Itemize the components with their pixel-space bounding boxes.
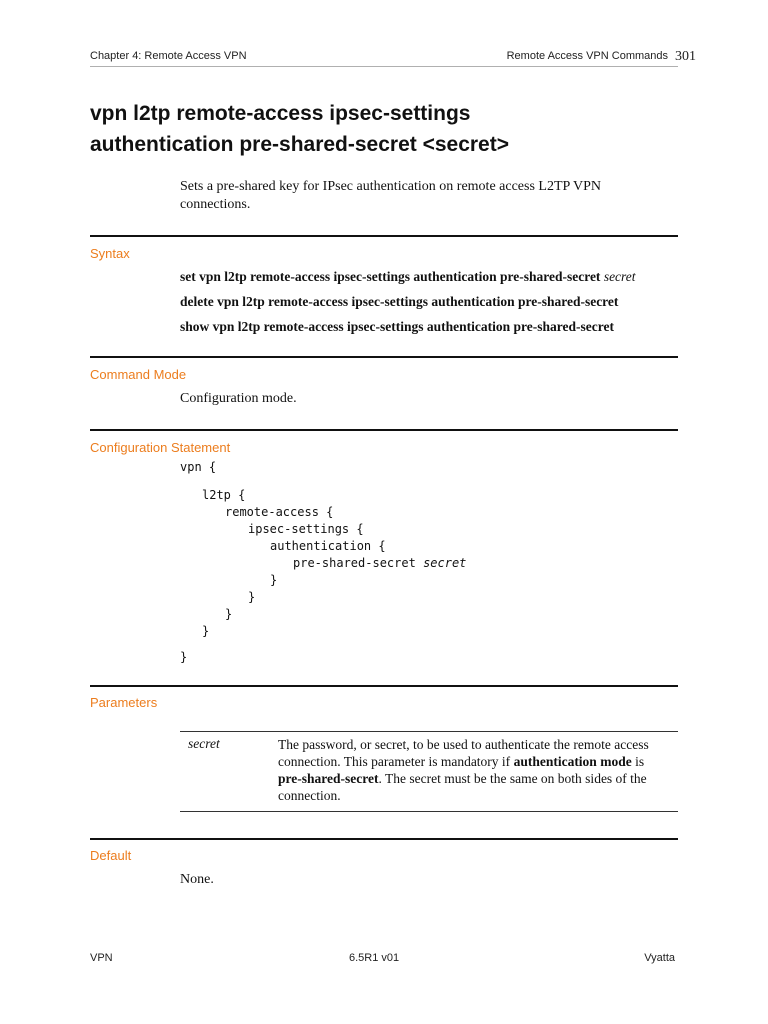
parameter-table-top-rule xyxy=(180,731,678,732)
code-line-secret xyxy=(293,556,466,570)
code-line: } xyxy=(270,573,278,587)
code-line: } xyxy=(248,590,256,604)
section-divider xyxy=(90,838,678,840)
syntax-set-command: set vpn l2tp remote-access ipsec-settings authentication pre-shared-secret xyxy=(180,269,601,284)
param-desc-text: is xyxy=(631,754,645,769)
section-divider xyxy=(90,685,678,687)
syntax-heading: Syntax xyxy=(90,246,130,261)
code-line: authentication { xyxy=(270,539,386,553)
syntax-show: show vpn l2tp remote-access ipsec-settings authentication pre-shared-secret xyxy=(180,319,614,334)
section-divider xyxy=(90,356,678,358)
footer-left: VPN xyxy=(90,952,113,964)
code-line: remote-access { xyxy=(225,505,334,519)
code-keyword: pre-shared-secret xyxy=(293,556,416,570)
default-heading: Default xyxy=(90,848,132,863)
page-title xyxy=(90,98,690,160)
param-desc-bold: authentication mode xyxy=(513,754,632,769)
syntax-delete: delete vpn l2tp remote-access ipsec-settings authentication pre-shared-secret xyxy=(180,294,619,309)
code-line: } xyxy=(180,650,188,664)
param-desc-text: . The secret must be the same on both sides of the connection. xyxy=(278,771,647,803)
description-line-2: connections. xyxy=(180,197,251,212)
code-line: } xyxy=(225,607,233,621)
footer-right: Vyatta xyxy=(644,952,675,964)
description-line-1: Sets a pre-shared key for IPsec authentication on remote access L2TP VPN xyxy=(180,179,602,194)
parameters-heading: Parameters xyxy=(90,695,158,710)
header-chapter: Chapter 4: Remote Access VPN xyxy=(90,50,247,62)
title-line-2: authentication pre-shared-secret <secret> xyxy=(90,133,509,156)
syntax-set-argument: secret xyxy=(603,269,636,284)
param-desc-text: The password, or secret, to be used to authenticate the remote access connection. This parameter is mandatory if xyxy=(278,737,649,769)
command-description xyxy=(180,178,620,214)
command-mode-heading: Command Mode xyxy=(90,367,187,382)
section-divider xyxy=(90,235,678,237)
syntax-set xyxy=(180,269,636,285)
header-section: Remote Access VPN Commands xyxy=(506,50,668,62)
parameter-table-bottom-rule xyxy=(180,811,678,812)
section-divider xyxy=(90,429,678,431)
page-number: 301 xyxy=(675,49,696,64)
code-line: vpn { xyxy=(180,460,217,474)
parameter-description xyxy=(278,736,658,804)
command-mode-text: Configuration mode. xyxy=(180,391,297,406)
footer-center: 6.5R1 v01 xyxy=(349,952,400,964)
code-secret-argument: secret xyxy=(423,556,467,570)
config-statement-heading: Configuration Statement xyxy=(90,440,231,455)
default-text: None. xyxy=(180,872,214,887)
param-desc-bold: pre-shared-secret xyxy=(278,771,379,786)
parameter-name: secret xyxy=(188,736,220,751)
code-line: ipsec-settings { xyxy=(248,522,364,536)
code-line: } xyxy=(202,624,210,638)
code-line: l2tp { xyxy=(202,488,246,502)
title-line-1: vpn l2tp remote-access ipsec-settings xyxy=(90,102,471,125)
header-divider xyxy=(90,66,678,67)
